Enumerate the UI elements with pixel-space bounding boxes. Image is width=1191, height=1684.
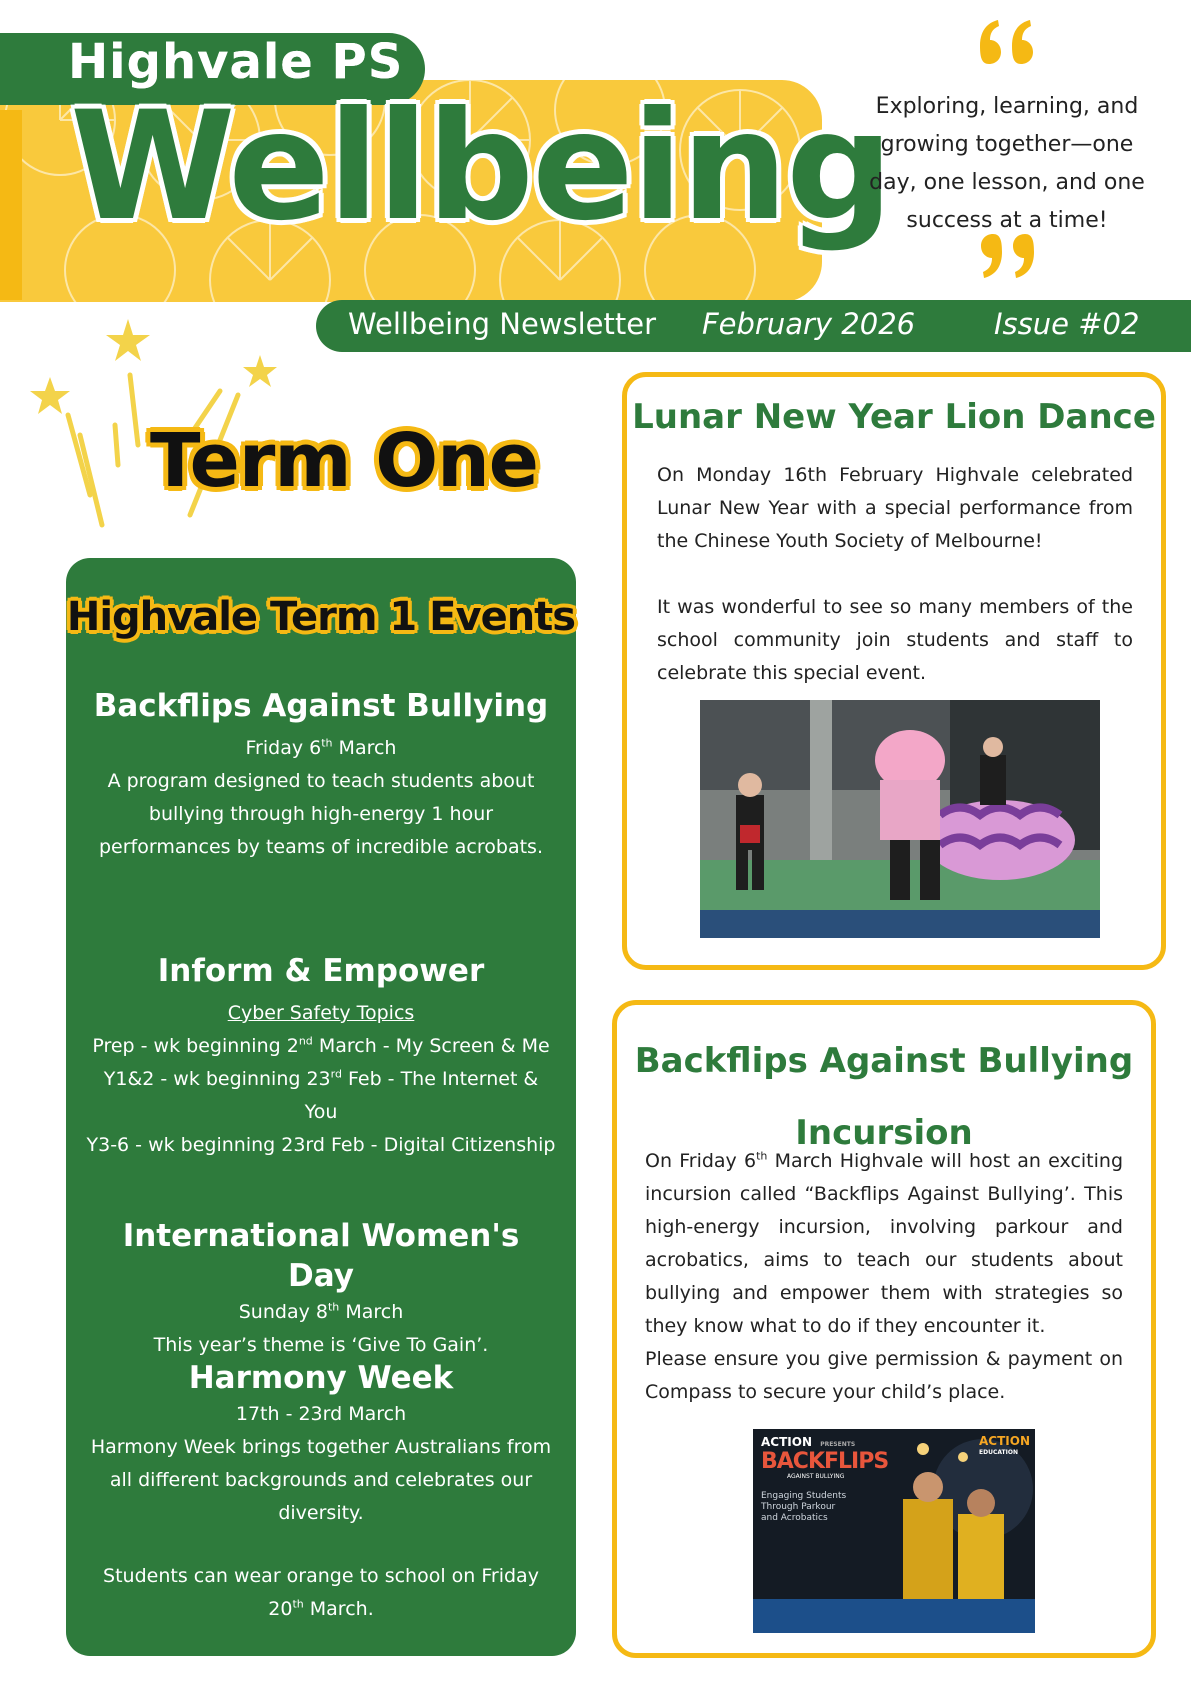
- quote-open-icon: [972, 18, 1042, 78]
- event-theme: This year’s theme is ‘Give To Gain’.: [153, 1334, 489, 1356]
- poster-brand-right: ACTION EDUCATION: [979, 1434, 1030, 1456]
- newsletter-issue: Issue #02: [994, 307, 1140, 341]
- header-quote: Exploring, learning, and growing together—one day, one lesson, and one success at a time!: [869, 94, 1145, 233]
- event-line-y36: Y3-6 - wk beginning 23rd Feb - Digital Citizenship: [86, 1134, 556, 1156]
- lunar-paragraph-2: It was wonderful to see so many members of the school community join students and staff to celebrate this special event.: [657, 596, 1133, 684]
- events-panel: [66, 558, 576, 1656]
- incursion-box: [612, 1000, 1156, 1658]
- lunar-paragraph-1: On Monday 16th February Highvale celebrated Lunar New Year with a special performance from the Chinese Youth Society of Melbourne!: [657, 464, 1133, 552]
- event-line-y12: Y1&2 - wk beginning 23rd Feb - The Internet & You: [103, 1067, 539, 1123]
- poster-title: BACKFLIPS: [761, 1449, 889, 1474]
- header-accent-strip: [0, 110, 22, 300]
- event-heading: Inform & Empower: [157, 953, 485, 989]
- event-description: Harmony Week brings together Australians from all different backgrounds and celebrates our diversity.: [90, 1436, 552, 1524]
- incursion-heading: Backflips Against Bullying Incursion: [634, 1041, 1134, 1153]
- lunar-new-year-box: [622, 372, 1166, 970]
- event-date: Friday 6th March: [245, 736, 397, 759]
- backflips-poster: [753, 1429, 1035, 1633]
- event-description: A program designed to teach students about bullying through high-energy 1 hour performances by teams of incredible acrobats.: [98, 770, 543, 858]
- poster-subtitle: AGAINST BULLYING: [787, 1473, 845, 1480]
- event-heading: Backflips Against Bullying: [93, 688, 549, 724]
- event-harmony-week: [86, 1358, 556, 1626]
- event-orange-note: Students can wear orange to school on Friday 20th March.: [103, 1565, 539, 1620]
- quote-close-icon: [972, 232, 1042, 292]
- newsletter-title: Wellbeing: [70, 80, 892, 254]
- events-title: Highvale Term 1 Events: [66, 594, 576, 640]
- lion-dance-photo: [700, 700, 1100, 938]
- event-heading: International Women's Day: [122, 1218, 520, 1294]
- term-title: Term One: [150, 418, 538, 504]
- event-heading: Harmony Week: [188, 1360, 454, 1396]
- incursion-text: [645, 1145, 1123, 1409]
- poster-tagline: Engaging Students Through Parkour and Acrobatics: [761, 1491, 847, 1523]
- incursion-paragraph: On Friday 6th March Highvale will host an exciting incursion called “Backflips Against Bullying’. This high-energy incursion, involving parkour and acrobatics, aims to teach our students about bullying and empower them with strategies so they know what to do if they encounter it.: [645, 1149, 1123, 1337]
- event-date: 17th - 23rd March: [235, 1403, 407, 1425]
- incursion-permission: Please ensure you give permission & payment on Compass to secure your child’s place.: [645, 1348, 1123, 1403]
- event-subheading: Cyber Safety Topics: [227, 1002, 415, 1024]
- newsletter-info-bar: [316, 300, 1191, 352]
- event-womens-day: [86, 1216, 556, 1362]
- newsletter-label: Wellbeing Newsletter: [348, 307, 657, 341]
- event-backflips: [86, 686, 556, 864]
- event-inform-empower: [86, 951, 556, 1162]
- event-line-prep: Prep - wk beginning 2nd March - My Screen & Me: [92, 1034, 550, 1057]
- lunar-text: [657, 459, 1133, 690]
- poster-brand: ACTION PRESENTS: [761, 1435, 856, 1449]
- event-date: Sunday 8th March: [238, 1300, 404, 1323]
- school-name: Highvale PS: [68, 34, 404, 90]
- newsletter-date: February 2026: [702, 307, 916, 341]
- lunar-heading: Lunar New Year Lion Dance: [632, 397, 1156, 437]
